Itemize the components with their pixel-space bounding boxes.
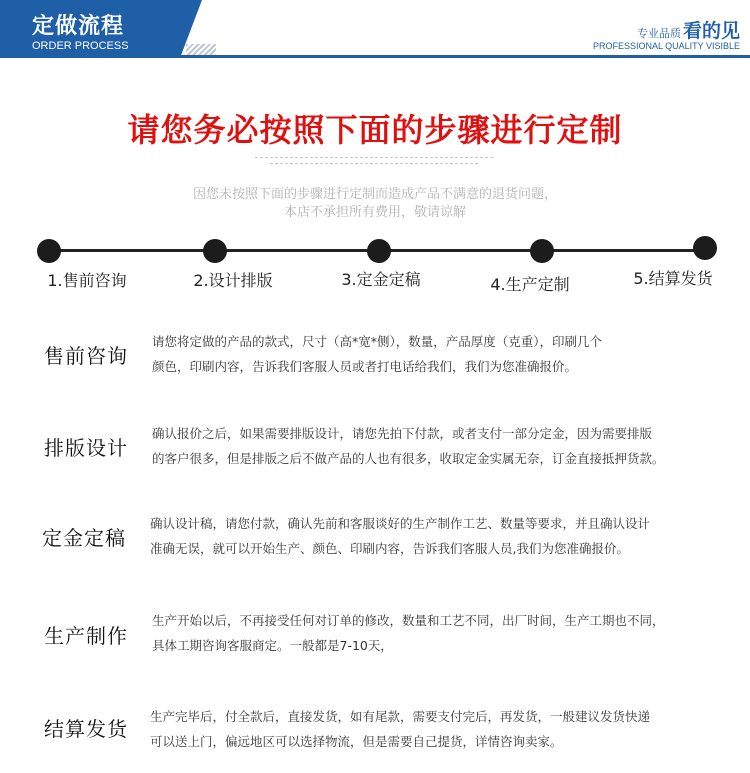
- slogan-small: 专业品质: [636, 27, 681, 40]
- quality-slogan: [593, 16, 740, 51]
- badge-title: 定做流程: [32, 14, 125, 39]
- header-underline: [0, 55, 750, 58]
- detail-title: 排版设计: [44, 436, 128, 460]
- detail-text: [152, 608, 732, 658]
- detail-text: [152, 329, 732, 379]
- detail-line: 确认报价之后，如果需要排版设计，请您先拍下付款，或者支付一部分定金，因为需要排版: [152, 426, 653, 441]
- step-label-4: 4.生产定制: [490, 275, 570, 294]
- step-label-3: 3.定金定稿: [341, 270, 421, 289]
- notice-line-1: 因您未按照下面的步骤进行定制而造成产品不满意的退货问题，: [192, 187, 557, 202]
- detail-title: 结算发货: [44, 717, 128, 741]
- detail-text: [150, 511, 730, 561]
- detail-line: 可以送上门，偏远地区可以选择物流，但是需要自己提货，详情咨询卖家。: [150, 734, 563, 749]
- detail-line: 确认设计稿，请您付款，确认先前和客服谈好的生产制作工艺、数量等要求，并且确认设计: [150, 516, 651, 531]
- badge-subtitle: ORDER PROCESS: [32, 40, 129, 52]
- detail-title: 定金定稿: [42, 526, 126, 550]
- detail-line: 颜色，印刷内容，告诉我们客服人员或者打电话给我们，我们为您准确报价。: [152, 359, 578, 374]
- slogan-big: 看的见: [682, 20, 740, 42]
- detail-line: 生产完毕后，付全款后，直接发货，如有尾款，需要支付完后，再发货，一般建议发货快递: [150, 709, 651, 724]
- main-heading: 请您务必按照下面的步骤进行定制: [127, 111, 623, 149]
- detail-line: 请您将定做的产品的款式，尺寸（高*宽*侧），数量，产品厚度（克重），印刷几个: [152, 334, 603, 349]
- step-label-5: 5.结算发货: [633, 269, 713, 288]
- step-label-1: 1.售前咨询: [47, 271, 127, 290]
- step-dot-1: [37, 239, 61, 263]
- detail-line: 准确无误，就可以开始生产、颜色、印刷内容，告诉我们客服人员,我们为您准确报价。: [150, 541, 629, 556]
- step-dot-5: [693, 236, 717, 260]
- badge-stripe-decoration: [186, 44, 216, 55]
- detail-text: [152, 421, 732, 471]
- detail-text: [150, 704, 730, 754]
- step-dot-4: [530, 239, 554, 263]
- detail-title: 售前咨询: [44, 344, 128, 368]
- detail-line: 具体工期咨询客服商定。一般都是7-10天，: [152, 638, 393, 653]
- detail-title: 生产制作: [44, 624, 128, 648]
- header-bar: [0, 0, 750, 60]
- step-dot-2: [203, 239, 227, 263]
- decorative-line: [270, 163, 480, 164]
- decorative-line: [255, 157, 495, 158]
- slogan-english: PROFESSIONAL QUALITY VISIBLE: [592, 41, 740, 51]
- notice-line-2: 本店不承担所有费用，敬请谅解: [283, 205, 466, 220]
- detail-line: 的客户很多，但是排版之后不做产品的人也有很多，收取定金实属无奈，订金直接抵押货款。: [152, 451, 665, 466]
- step-label-2: 2.设计排版: [193, 271, 273, 290]
- detail-line: 生产开始以后，不再接受任何对订单的修改，数量和工艺不同，出厂时间，生产工期也不同，: [152, 613, 665, 628]
- step-dot-3: [367, 239, 391, 263]
